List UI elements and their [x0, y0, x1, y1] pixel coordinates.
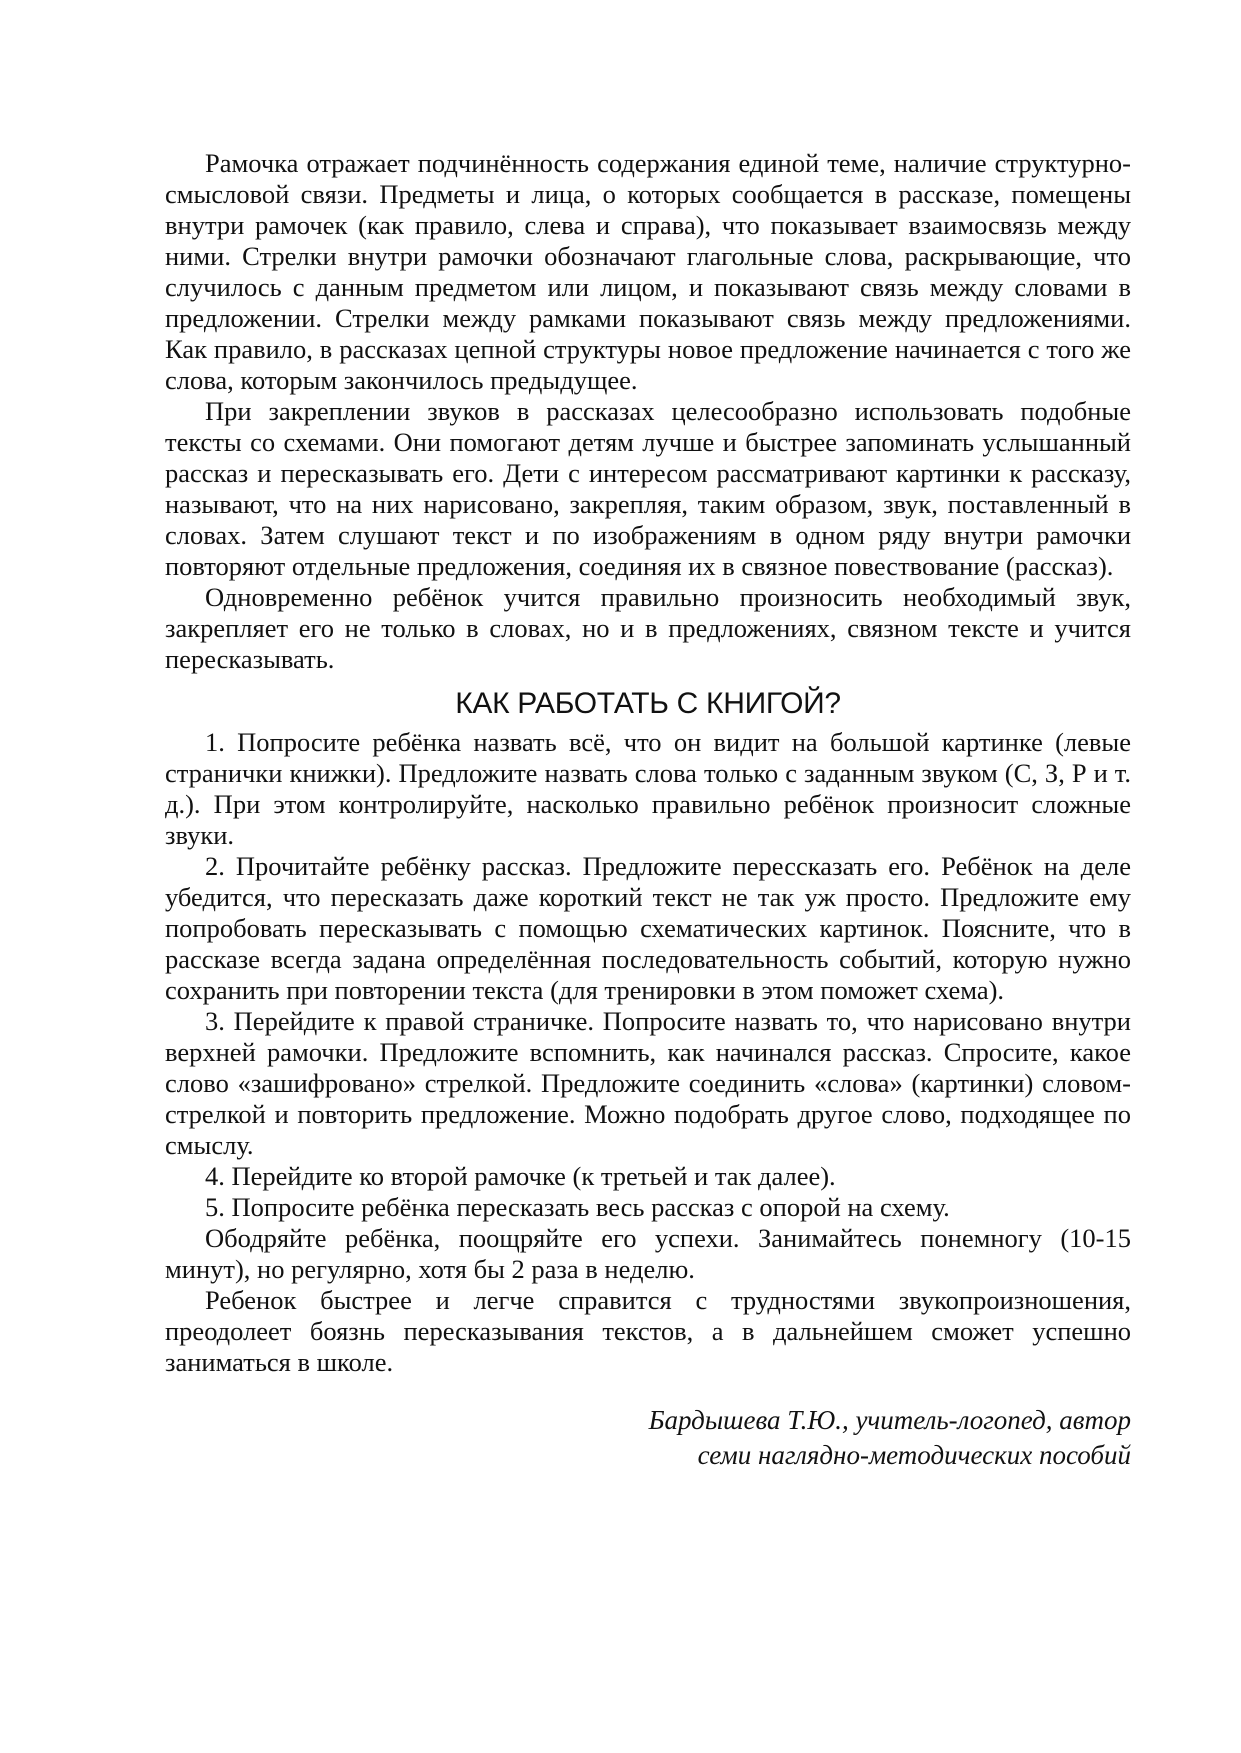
signature-line-2: семи наглядно-методических пособий: [697, 1440, 1131, 1470]
paragraph-sound-practice: При закреплении звуков в рассказах целесообразно использовать подобные тексты со схемами. Они помогают детям лучше и быстрее запоминать услышанный рассказ и пересказывать его. Дети с интересом рассматривают картинки к рассказу, называют, что на них нарисовано, закрепляя, таким образом, звук, поставленный в словах. Затем слушают текст и по изображениям в одном ряду внутри рамочки повторяют отдельные предложения, соединяя их в связное повествование (рассказ).: [165, 396, 1131, 581]
step-1: 1. Попросите ребёнка назвать всё, что он видит на большой картинке (левые странички книжки). Предложите назвать слова только с заданным звуком (С, З, Р и т. д.). При этом контролируйте, насколько правильно ребёнок произносит сложные звуки.: [165, 727, 1131, 850]
section-heading: КАК РАБОТАТЬ С КНИГОЙ?: [455, 687, 841, 720]
author-signature: [165, 1403, 1131, 1473]
paragraph-frame-meaning: Рамочка отражает подчинённость содержания единой теме, наличие структурно-смысловой связи. Предметы и лица, о которых сообщается в рассказе, помещены внутри рамочек (как правило, слева и справа), что показывает взаимосвязь между ними. Стрелки внутри рамочки обозначают глагольные слова, раскрывающие, что случилось с данным предметом или лицом, и показывают связь между словами в предложении. Стрелки между рамками показывают связь между предложениями. Как правило, в рассказах цепной структуры новое предложение начинается с того же слова, которым закончилось предыдущее.: [165, 148, 1131, 395]
paragraph-conclusion: Ребенок быстрее и легче справится с трудностями звукопроизношения, преодолеет боязнь пересказывания текстов, а в дальнейшем сможет успешно заниматься в школе.: [165, 1285, 1131, 1377]
document-page: [165, 148, 1131, 1473]
signature-line-1: Бардышева Т.Ю., учитель-логопед, автор: [648, 1405, 1131, 1435]
paragraph-learning-outcome: Одновременно ребёнок учится правильно произносить необходимый звук, закрепляет его не только в словах, но и в предложениях, связном тексте и учится пересказывать.: [165, 582, 1131, 674]
step-5: 5. Попросите ребёнка пересказать весь рассказ с опорой на схему.: [205, 1192, 950, 1222]
step-2: 2. Прочитайте ребёнку рассказ. Предложите перессказать его. Ребёнок на деле убедится, что пересказать даже короткий текст не так уж просто. Предложите ему попробовать пересказывать с помощью схематических картинок. Поясните, что в рассказе всегда задана определённая последовательность событий, которую нужно сохранить при повторении текста (для тренировки в этом поможет схема).: [165, 851, 1131, 1005]
paragraph-encouragement: Ободряйте ребёнка, поощряйте его успехи. Занимайтесь понемногу (10-15 минут), но регулярно, хотя бы 2 раза в неделю.: [165, 1223, 1131, 1284]
step-4: 4. Перейдите ко второй рамочке (к третьей и так далее).: [205, 1161, 836, 1191]
step-3: 3. Перейдите к правой страничке. Попросите назвать то, что нарисовано внутри верхней рамочки. Предложите вспомнить, как начинался рассказ. Спросите, какое слово «зашифровано» стрелкой. Предложите соединить «слова» (картинки) словом-стрелкой и повторить предложение. Можно подобрать другое слово, подходящее по смыслу.: [165, 1006, 1131, 1160]
